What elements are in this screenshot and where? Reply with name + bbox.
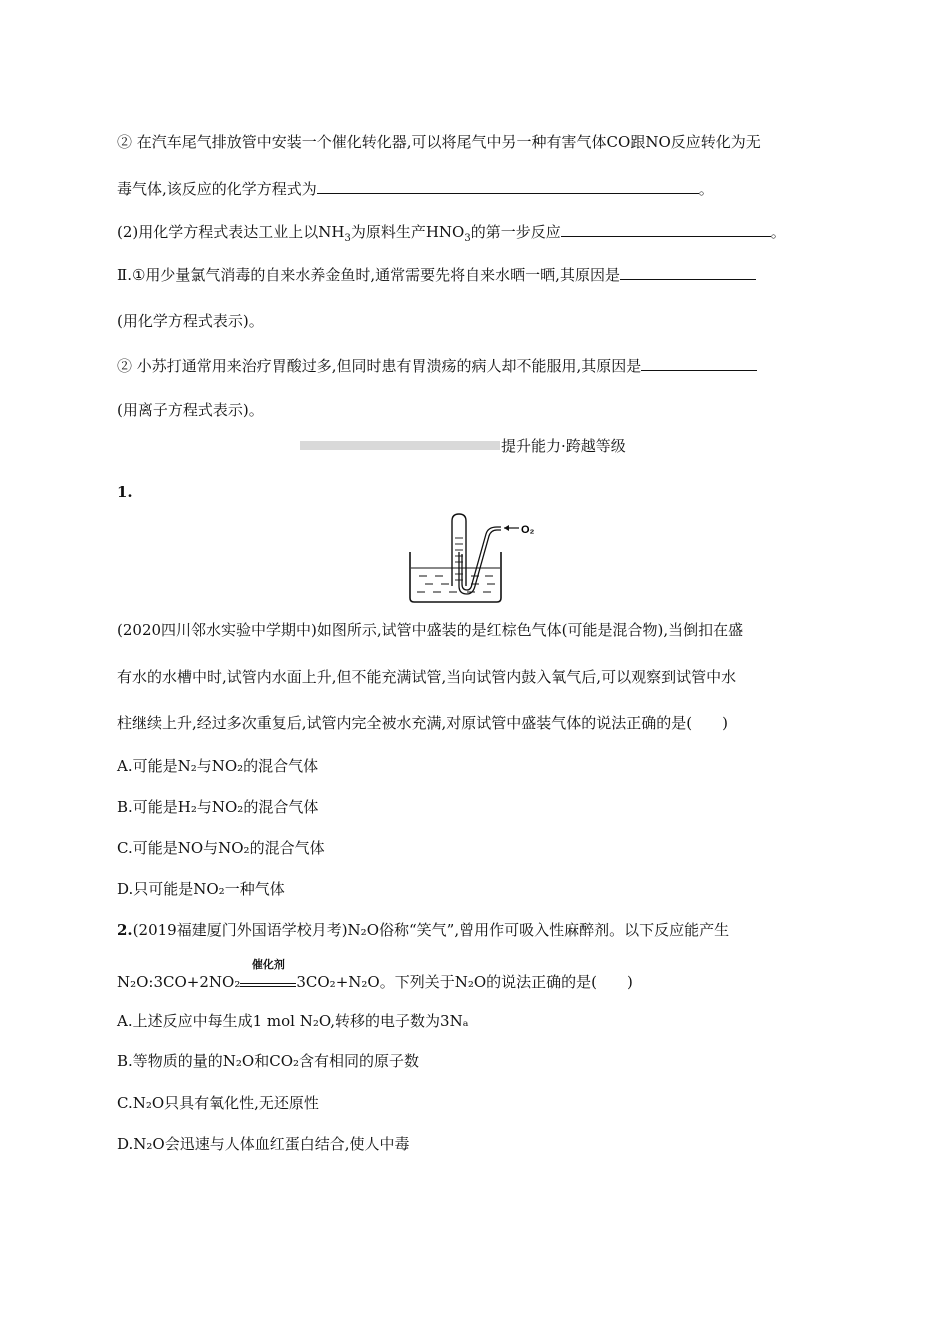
answer-blank[interactable] xyxy=(620,265,756,280)
q1-2-line2: 毒气体,该反应的化学方程式为 。 xyxy=(117,180,714,198)
experiment-figure xyxy=(405,512,555,608)
q2-option-b[interactable]: B.等物质的量的N₂O和CO₂含有相同的原子数 xyxy=(117,1052,420,1070)
answer-blank[interactable] xyxy=(561,222,771,237)
q1-2-line1: ② 在汽车尾气排放管中安装一个催化转化器,可以将尾气中另一种有害气体CO跟NO反应转化为无 xyxy=(117,133,761,151)
q2-option-c[interactable]: C.N₂O只具有氧化性,无还原性 xyxy=(117,1094,319,1112)
q2-line: (2)用化学方程式表达工业上以$NH_3$为原料生产$HNO_3$的第一步反应 。 xyxy=(117,223,786,244)
oxygen-label: O₂ xyxy=(521,524,535,536)
section-header-bar xyxy=(300,441,500,450)
part2-line1: Ⅱ.①用少量氯气消毒的自来水养金鱼时,通常需要先将自来水晒一晒,其原因是 xyxy=(117,265,756,285)
q1-option-d[interactable]: D.只可能是NO₂一种气体 xyxy=(117,880,285,898)
q1-stem-line2: 有水的水槽中时,试管内水面上升,但不能充满试管,当向试管内鼓入氧气后,可以观察到试管中水 xyxy=(117,668,737,686)
q1-option-a[interactable]: A.可能是N₂与NO₂的混合气体 xyxy=(117,757,319,775)
q1-number: 1. xyxy=(117,483,133,501)
answer-blank[interactable] xyxy=(641,356,757,371)
q1-option-b[interactable]: B.可能是H₂与NO₂的混合气体 xyxy=(117,798,319,816)
catalyst-condition: 催化剂 xyxy=(240,975,296,987)
test-tube-diagram xyxy=(405,512,555,604)
equals-sign xyxy=(240,983,296,987)
q1-option-c[interactable]: C.可能是NO与NO₂的混合气体 xyxy=(117,839,325,857)
q1-stem-line3: 柱继续上升,经过多次重复后,试管内完全被水充满,对原试管中盛装气体的说法正确的是( ) xyxy=(117,714,729,732)
q2-option-d[interactable]: D.N₂O会迅速与人体血红蛋白结合,使人中毒 xyxy=(117,1135,410,1153)
answer-blank[interactable] xyxy=(317,179,699,194)
q2-option-a[interactable]: A.上述反应中每生成1 mol N₂O,转移的电子数为3Nₐ xyxy=(117,1012,469,1030)
q1-stem-line1: (2020四川邻水实验中学期中)如图所示,试管中盛装的是红棕色气体(可能是混合物),当倒扣在盛 xyxy=(117,621,744,639)
q2-stem-line1: 2.(2019福建厦门外国语学校月考)N₂O俗称“笑气”,曾用作可吸入性麻醉剂。以下反应能产生 xyxy=(117,921,730,939)
part2-line2: (用化学方程式表示)。 xyxy=(117,312,264,330)
part2-line3: ② 小苏打通常用来治疗胃酸过多,但同时患有胃溃疡的病人却不能服用,其原因是 xyxy=(117,356,757,376)
part2-line4: (用离子方程式表示)。 xyxy=(117,401,264,419)
q2-equation-line: N₂O:3CO+2NO₂ 催化剂 3CO₂+N₂O。下列关于N₂O的说法正确的是( ) xyxy=(117,958,633,991)
